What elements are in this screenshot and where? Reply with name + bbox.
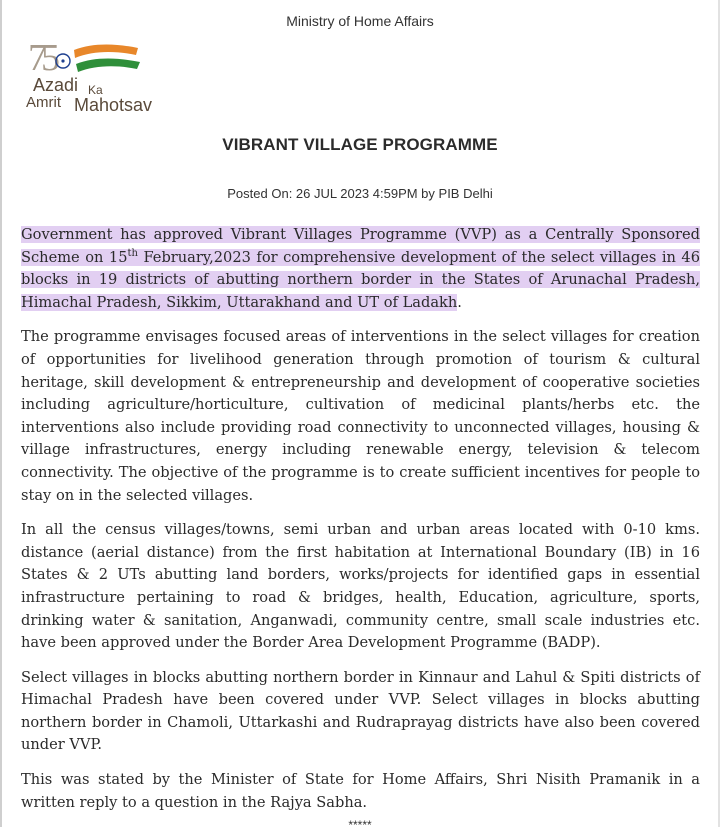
- paragraph-1: Government has approved Vibrant Villages Programme (VVP) as a Centrally Sponsored Scheme on 15th February,2023 for comprehensive development of the select villages in 46 blocks in 19 districts of abutting northern border in the States of Arunachal Pradesh, Himachal Pradesh, Sikkim, Uttarakhand and UT of Ladakh.: [21, 226, 700, 311]
- highlighted-text: Government has approved Vibrant Villages Programme (VVP) as a Centrally Sponsored Scheme on 15th February,2023 for comprehensive development of the select villages in 46 blocks in 19 districts of abutting northern border in the States of Arunachal Pradesh, Himachal Pradesh, Sikkim, Uttarakhand and UT of Ladakh: [21, 226, 700, 311]
- end-stars: *****: [348, 818, 372, 832]
- article-body: [21, 224, 700, 826]
- ministry-name: Ministry of Home Affairs: [286, 13, 434, 29]
- logo-azadi: Azadi: [33, 75, 79, 95]
- paragraph-2: The programme envisages focused areas of interventions in the select villages for creation of opportunities for livelihood generation through promotion of tourism & cultural heritage, skill development & entrepreneurship and development of cooperative societies including agriculture/horticulture, cultivation of medicinal plants/herbs etc. the interventions also include providing road connectivity to unconnected villages, housing & village infrastructures, energy including renewable energy, television & telecom connectivity. The objective of the programme is to create sufficient incentives for people to stay on in the selected villages.: [21, 328, 700, 504]
- logo-amrit: Amrit: [26, 94, 61, 111]
- posted-on: Posted On: 26 JUL 2023 4:59PM by PIB Delhi: [227, 186, 493, 201]
- logo-ka: Ka: [88, 83, 103, 97]
- logo-number: 75: [28, 37, 54, 79]
- green-flag-stroke: [76, 59, 140, 73]
- page-title: VIBRANT VILLAGE PROGRAMME: [222, 135, 498, 154]
- azadi-ka-amrit-mahotsav-logo: [24, 34, 174, 116]
- saffron-flag-stroke: [74, 45, 138, 59]
- paragraph-5: This was stated by the Minister of State for Home Affairs, Shri Nisith Pramanik in a written reply to a question in the Rajya Sabha.: [21, 771, 700, 811]
- logo-mahotsav: Mahotsav: [74, 95, 153, 115]
- paragraph-4: Select villages in blocks abutting northern border in Kinnaur and Lahul & Spiti districts of Himachal Pradesh have been covered under VVP. Select villages in blocks abutting northern border in Chamoli, Uttarkashi and Rudraprayag districts have also been covered under VVP.: [21, 668, 700, 754]
- paragraph-3: In all the census villages/towns, semi urban and urban areas located with 0-10 kms. distance (aerial distance) from the first habitation at International Boundary (IB) in 16 States & 2 UTs abutting land borders, works/projects for identified gaps in essential infrastructure pertaining to road & bridges, health, Education, agriculture, sports, drinking water & sanitation, Anganwadi, community centre, small scale industries etc. have been approved under the Border Area Development Programme (BADP).: [21, 521, 700, 652]
